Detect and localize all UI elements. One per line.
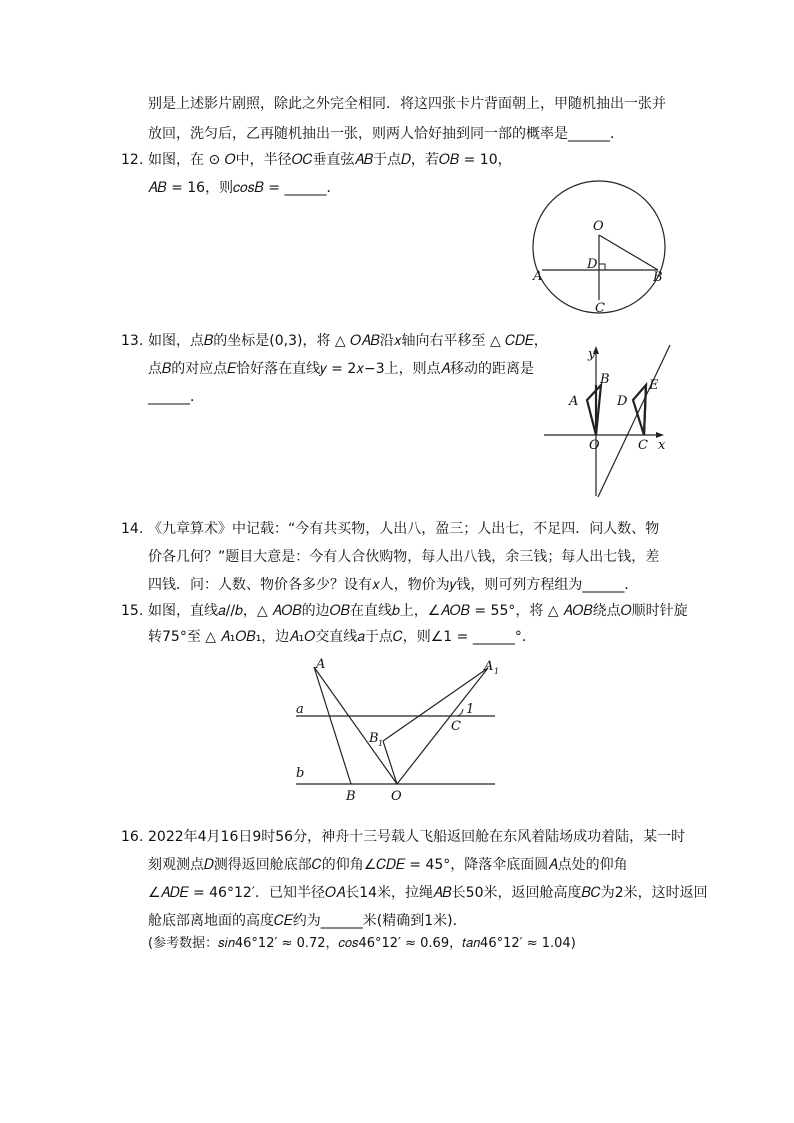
q13-label-c: C [638, 438, 648, 453]
q13-label-b: B [600, 372, 610, 387]
q16-number: 16. [121, 829, 144, 845]
q14-number: 14. [121, 521, 144, 537]
q13-line-3: ______． [148, 389, 204, 405]
q15-label-b1-sub: 1 [378, 739, 384, 748]
q13-label-a: A [569, 394, 579, 409]
q16-reference-data: (参考数据：𝑠𝑖𝑛46°12′ ≈ 0.72，𝑐𝑜𝑠46°12′ ≈ 0.69，𝑡𝑎𝑛46°12′ ≈ 1.04) [148, 936, 576, 951]
q14-line-3: 四钱．问：人数、物价各多少？设有𝑥人，物价为𝑦钱，则可列方程组为______． [148, 577, 639, 593]
q12-circle-figure [525, 150, 685, 320]
q13-line-1: 如图，点𝐵的坐标是(0,3)，将 △ 𝑂𝐴𝐵沿𝑥轴向右平移至 △ 𝐶𝐷𝐸， [148, 333, 548, 349]
q16-line-2: 刻观测点𝐷测得返回舱底部𝐶的仰角∠𝐶𝐷𝐸 = 45°，降落伞底面圆𝐴点处的仰角 [148, 857, 628, 873]
q12-line-2: 𝐴𝐵 = 16，则𝑐𝑜𝑠𝐵 = ______． [148, 180, 341, 196]
q13-label-d: D [617, 394, 628, 409]
q12-number: 12. [121, 152, 144, 168]
q11-line-2: 放回，洗匀后，乙再随机抽出一张，则两人恰好抽到同一部的概率是______． [148, 126, 624, 142]
q15-angle-1: 1 [466, 702, 475, 717]
q16-line-4: 舱底部离地面的高度𝐶𝐸约为______米(精确到1米)． [148, 913, 467, 929]
q14-line-2: 价各几何？”题目大意是：今有人合伙购物，每人出八钱，余三钱；每人出七钱，差 [148, 549, 660, 565]
q12-label-d: D [587, 257, 598, 272]
q15-label-c: C [451, 719, 461, 734]
q12-label-b: B [653, 270, 663, 285]
q15-label-line-a: a [296, 702, 304, 717]
q13-label-o: O [589, 438, 600, 453]
q15-rotation-figure [290, 655, 505, 805]
q12-label-c: C [595, 301, 605, 316]
q15-label-o: O [391, 789, 402, 804]
q15-line-1: 如图，直线𝑎//𝑏，△ 𝐴𝑂𝐵的边𝑂𝐵在直线𝑏上，∠𝐴𝑂𝐵 = 55°，将 △ 𝐴𝑂𝐵绕点𝑂顺时针旋 [148, 603, 688, 619]
q13-label-e: E [649, 378, 659, 393]
q15-label-b: B [346, 789, 356, 804]
q11-line-1: 别是上述影片剧照，除此之外完全相同．将这四张卡片背面朝上，甲随机抽出一张并 [148, 96, 666, 112]
q16-line-1: 2022年4月16日9时56分，神舟十三号载人飞船返回舱在东风着陆场成功着陆，某一时 [148, 829, 686, 845]
q15-label-a: A [316, 657, 326, 672]
q12-label-a: A [533, 269, 543, 284]
q15-line-2: 转75°至 △ 𝐴₁𝑂𝐵₁，边𝐴₁𝑂交直线𝑎于点𝐶，则∠1 = ______°． [148, 629, 536, 645]
q15-label-b1: B [369, 731, 379, 746]
q14-line-1: 《九章算术》中记载：“今有共买物，人出八，盈三；人出七，不足四．问人数、物 [148, 521, 660, 537]
q15-label-a1-sub: 1 [494, 667, 500, 676]
q13-coordinate-figure [540, 340, 675, 500]
q15-number: 15. [121, 603, 144, 619]
q16-line-3: ∠𝐴𝐷𝐸 = 46°12′．已知半径𝑂𝐴长14米，拉绳𝐴𝐵长50米，返回舱高度𝐵𝐶为2米，这时返回 [148, 885, 708, 901]
q12-label-o: O [593, 219, 604, 234]
q15-label-line-b: b [296, 766, 305, 781]
q12-line-1: 如图，在 ⊙ 𝑂中，半径𝑂𝐶垂直弦𝐴𝐵于点𝐷，若𝑂𝐵 = 10， [148, 152, 512, 168]
q13-label-x: x [658, 438, 666, 453]
q13-number: 13. [121, 333, 144, 349]
q13-line-2: 点𝐵的对应点𝐸恰好落在直线𝑦 = 2𝑥−3上，则点𝐴移动的距离是 [148, 361, 534, 377]
q15-label-a1: A [484, 659, 494, 674]
q13-label-y: y [588, 347, 596, 362]
